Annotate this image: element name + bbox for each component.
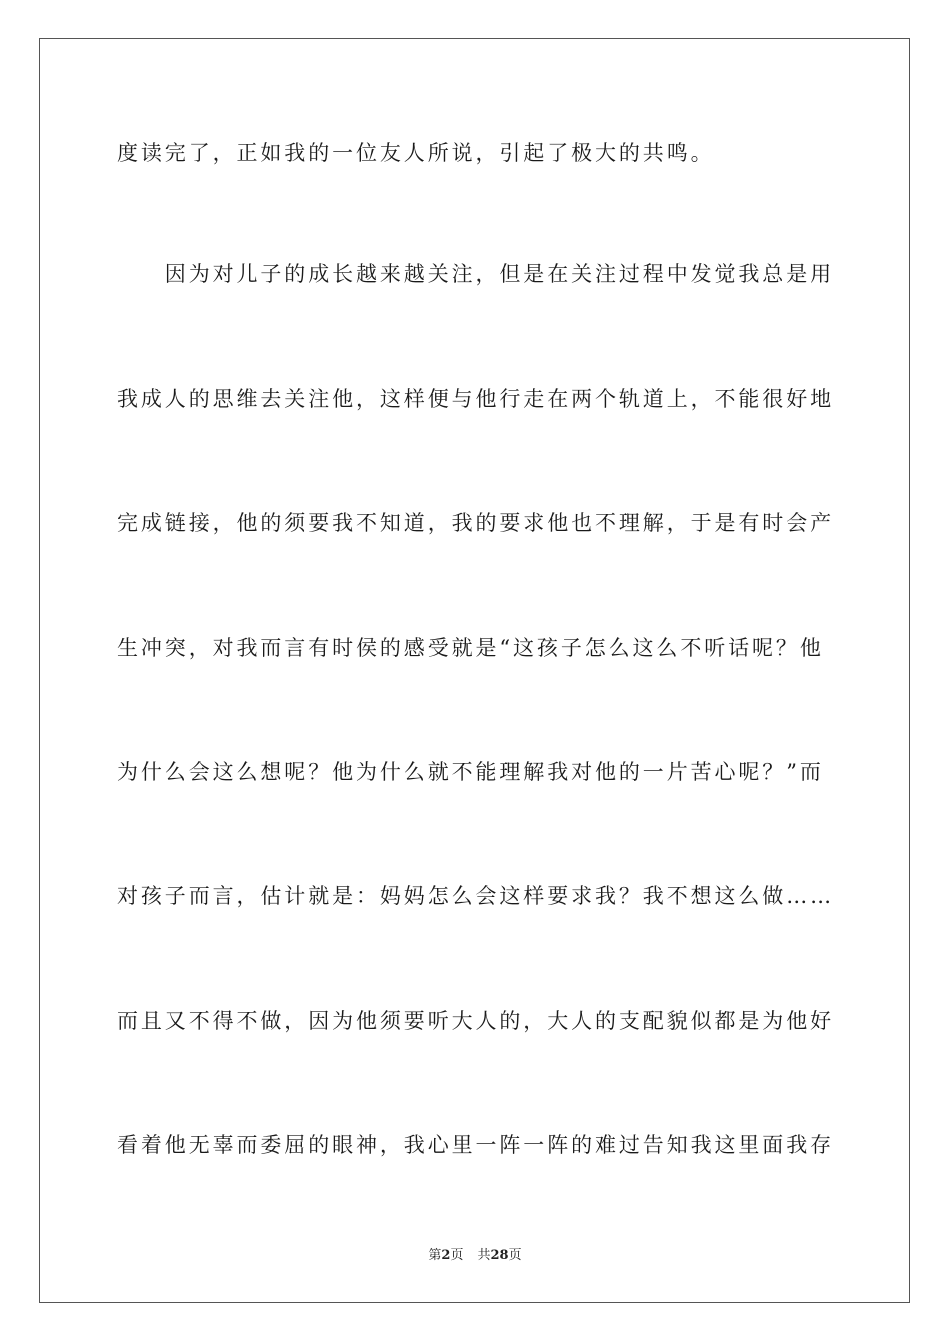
paragraph-line-8: 而且又不得不做，因为他须要听大人的，大人的支配貌似都是为他好 (117, 1009, 834, 1033)
paragraph-line-4: 完成链接，他的须要我不知道，我的要求他也不理解，于是有时会产 (117, 511, 834, 535)
total-pages: 28 (490, 1248, 509, 1263)
page-label: 第2页 (428, 1248, 464, 1263)
paragraph-line-7: 对孩子而言，估计就是：妈妈怎么会这样要求我？我不想这么做…… (117, 884, 834, 908)
paragraph-line-3: 我成人的思维去关注他，这样便与他行走在两个轨道上，不能很好地 (117, 387, 834, 411)
page-footer (0, 1246, 950, 1266)
paragraph-line-9: 看着他无辜而委屈的眼神，我心里一阵一阵的难过告知我这里面我存 (117, 1133, 834, 1157)
paragraph-line-5: 生冲突，对我而言有时侯的感受就是“这孩子怎么这么不听话呢？他 (117, 636, 824, 660)
page-border (39, 38, 910, 1303)
total-pages-label: 共28页 (477, 1248, 522, 1263)
page-number: 2 (441, 1248, 451, 1263)
paragraph-line-6: 为什么会这么想呢？他为什么就不能理解我对他的一片苦心呢？”而 (117, 760, 824, 784)
paragraph-line-1: 度读完了，正如我的一位友人所说，引起了极大的共鸣。 (117, 141, 715, 165)
paragraph-line-2: 因为对儿子的成长越来越关注，但是在关注过程中发觉我总是用 (117, 262, 834, 286)
